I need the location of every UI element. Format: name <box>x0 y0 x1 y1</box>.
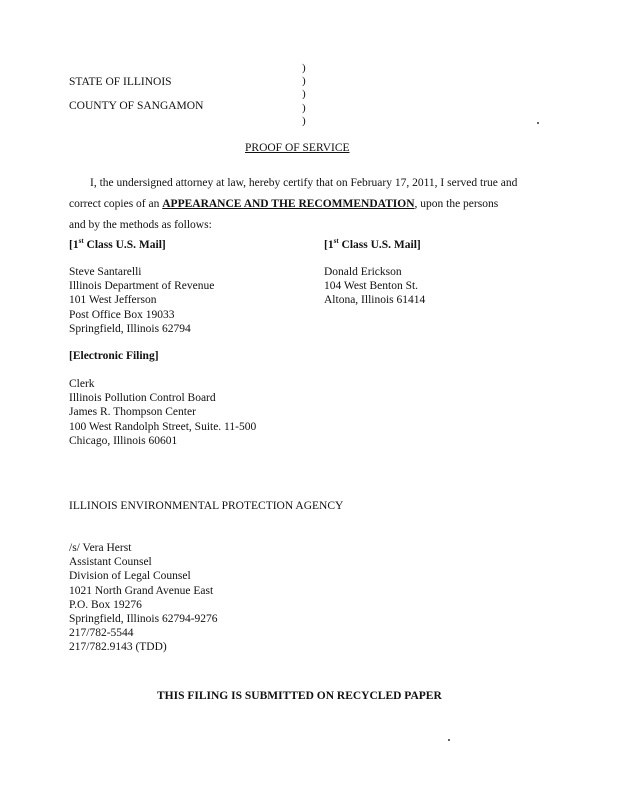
signature-block <box>69 541 218 655</box>
address-line: Chicago, Illinois 60601 <box>69 434 178 447</box>
address-line: 100 West Randolph Street, Suite. 11-500 <box>69 420 257 433</box>
body-line-2 <box>69 198 498 210</box>
caption-brace <box>302 62 314 128</box>
signature-line: 217/782-5544 <box>69 627 134 640</box>
signature-line: /s/ Vera Herst <box>69 542 132 554</box>
signature-line: 1021 North Grand Avenue East <box>69 584 214 597</box>
service-method-right <box>324 239 421 251</box>
body-line-2-pre: correct copies of an <box>69 198 163 210</box>
recipient-address-electronic <box>69 377 256 448</box>
signature-line: Division of Legal Counsel <box>69 570 191 583</box>
address-line: 104 West Benton St. <box>324 280 419 293</box>
caption-state: STATE OF ILLINOIS <box>69 76 172 88</box>
recipient-address-left <box>69 265 214 336</box>
document-title: PROOF OF SERVICE <box>245 142 350 154</box>
method-prefix: [1 <box>69 239 79 251</box>
body-line-1: I, the undersigned attorney at law, hereby certify that on February 17, 2011, I served true and <box>90 177 518 189</box>
stray-mark <box>537 122 539 124</box>
address-line: 101 West Jefferson <box>69 294 157 307</box>
body-line-2-post: , upon the persons <box>414 198 499 210</box>
body-line-3: and by the methods as follows: <box>69 219 212 231</box>
recipient-address-right <box>324 265 425 308</box>
address-line: Post Office Box 19033 <box>69 308 175 321</box>
address-line: Altona, Illinois 61414 <box>324 294 426 307</box>
address-line: Steve Santarelli <box>69 266 142 278</box>
method-suffix: Class U.S. Mail] <box>338 239 421 251</box>
service-method-left <box>69 239 166 251</box>
signature-line: P.O. Box 19276 <box>69 598 142 611</box>
method-prefix: [1 <box>324 239 334 251</box>
address-line: James R. Thompson Center <box>69 406 196 419</box>
caption-county: COUNTY OF SANGAMON <box>69 100 204 112</box>
address-line: Clerk <box>69 378 95 390</box>
served-document-title: APPEARANCE AND THE RECOMMENDATION <box>162 198 415 210</box>
brace-line: ) <box>302 101 306 114</box>
brace-line: ) <box>302 75 306 88</box>
address-line: Donald Erickson <box>324 266 402 278</box>
stray-mark <box>448 739 450 741</box>
method-superscript: st <box>78 237 84 246</box>
service-method-electronic: [Electronic Filing] <box>69 350 159 362</box>
address-line: Springfield, Illinois 62794 <box>69 322 191 335</box>
method-superscript: st <box>333 237 339 246</box>
brace-line: ) <box>302 114 306 127</box>
brace-line: ) <box>302 62 306 74</box>
agency-name: ILLINOIS ENVIRONMENTAL PROTECTION AGENCY <box>69 500 344 512</box>
signature-line: 217/782.9143 (TDD) <box>69 641 167 654</box>
method-suffix: Class U.S. Mail] <box>83 239 166 251</box>
address-line: Illinois Department of Revenue <box>69 280 215 293</box>
brace-line: ) <box>302 88 306 101</box>
address-line: Illinois Pollution Control Board <box>69 392 216 405</box>
signature-line: Springfield, Illinois 62794-9276 <box>69 613 218 626</box>
signature-line: Assistant Counsel <box>69 556 152 569</box>
recycled-paper-notice: THIS FILING IS SUBMITTED ON RECYCLED PAPER <box>157 690 442 702</box>
